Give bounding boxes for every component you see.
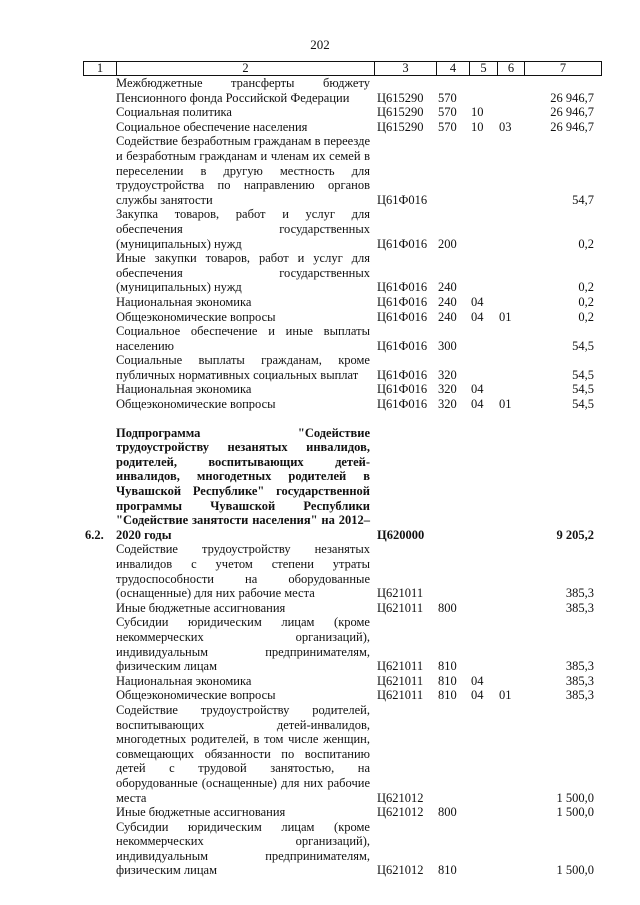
row-vr: 320 <box>438 382 457 397</box>
row-name: Общеэкономические вопросы <box>116 397 276 412</box>
row-vr: 800 <box>438 600 457 615</box>
table-row <box>83 295 602 310</box>
column-header: 4 <box>437 62 470 76</box>
row-name: Содействие безработным гражданам в переезде и безработным гражданам и членам их семей в переселении в другую местность для трудоустройства по направлению органов службы занятости <box>116 134 370 207</box>
column-header-table <box>83 61 602 76</box>
row-pr: 03 <box>499 119 512 134</box>
row-sum: 1 500,0 <box>556 790 594 805</box>
table-row <box>83 542 602 600</box>
table-row <box>83 805 602 820</box>
table-row <box>83 674 602 689</box>
row-code: Ц621012 <box>377 790 424 805</box>
row-vr: 570 <box>438 105 457 120</box>
row-sum: 1 500,0 <box>556 805 594 820</box>
row-name: Национальная экономика <box>116 294 252 309</box>
row-code: Ц615290 <box>377 90 424 105</box>
row-name: Подпрограмма "Содействие трудоустройству незанятых инвалидов, родителей, воспитывающих детей-инвалидов, многодетных родителей в Чувашской Республике" государственной программы Чувашской Республики "Содействие занятости населения" на 2012–2020 годы <box>116 425 370 542</box>
table-row <box>83 310 602 325</box>
row-name: Иные бюджетные ассигнования <box>116 600 286 615</box>
row-vr: 240 <box>438 294 457 309</box>
row-vr: 240 <box>438 280 457 295</box>
row-rz: 04 <box>471 382 484 397</box>
row-name: Социальное обеспечение населения <box>116 119 308 134</box>
row-name: Общеэкономические вопросы <box>116 688 276 703</box>
row-code: Ц621011 <box>377 688 424 703</box>
row-sum: 0,2 <box>578 280 594 295</box>
row-name: Иные закупки товаров, работ и услуг для обеспечения государственных (муниципальных) нужд <box>116 251 370 295</box>
row-sum: 9 205,2 <box>556 527 594 542</box>
row-sum: 385,3 <box>565 688 594 703</box>
row-name: Субсидии юридическим лицам (кроме некоммерческих организаций), индивидуальным предпринимателям, физическим лицам <box>116 819 370 878</box>
row-code: Ц61Ф016 <box>377 192 428 207</box>
row-vr: 200 <box>438 236 457 251</box>
row-sum: 385,3 <box>565 659 594 674</box>
row-rz: 04 <box>471 309 484 324</box>
row-code: Ц61Ф016 <box>377 338 428 353</box>
row-vr: 320 <box>438 367 457 382</box>
row-code: Ц61Ф016 <box>377 294 428 309</box>
row-vr: 800 <box>438 805 457 820</box>
column-header: 1 <box>84 62 117 76</box>
row-name: Межбюджетные трансферты бюджету Пенсионного фонда Российской Федерации <box>116 76 370 105</box>
table-row <box>83 207 602 251</box>
row-rz: 04 <box>471 397 484 412</box>
row-name: Субсидии юридическим лицам (кроме некоммерческих организаций), индивидуальным предпринимателям, физическим лицам <box>116 615 370 674</box>
row-rz: 04 <box>471 688 484 703</box>
table-row <box>83 820 602 878</box>
row-vr: 810 <box>438 673 457 688</box>
row-pr: 01 <box>499 688 512 703</box>
row-sum: 54,5 <box>572 382 594 397</box>
row-vr: 810 <box>438 659 457 674</box>
table-row <box>83 353 602 382</box>
row-code: Ц61Ф016 <box>377 280 428 295</box>
row-sum: 0,2 <box>578 309 594 324</box>
row-name: Иные бюджетные ассигнования <box>116 805 286 820</box>
table-row <box>83 324 602 353</box>
column-header: 6 <box>498 62 525 76</box>
row-code: Ц61Ф016 <box>377 367 428 382</box>
row-vr: 240 <box>438 309 457 324</box>
row-sum: 0,2 <box>578 236 594 251</box>
table-row <box>83 382 602 397</box>
row-sum: 1 500,0 <box>556 863 594 878</box>
row-code: Ц620000 <box>377 527 425 542</box>
table-row <box>83 120 602 135</box>
budget-table-body <box>83 76 602 878</box>
row-vr: 570 <box>438 119 457 134</box>
table-row <box>83 251 602 295</box>
row-number: 6.2. <box>85 527 104 542</box>
row-pr: 01 <box>499 397 512 412</box>
row-rz: 10 <box>471 119 484 134</box>
row-code: Ц61Ф016 <box>377 309 428 324</box>
row-code: Ц621011 <box>377 659 424 674</box>
row-vr: 810 <box>438 863 457 878</box>
row-name: Содействие трудоустройству родителей, воспитывающих детей-инвалидов, многодетных родителей, в том числе женщин, совмещающих обязанности по воспитанию детей с трудовой занятостью, на оборудованные (оснащенные) для них рабочие места <box>116 702 370 805</box>
row-name: Общеэкономические вопросы <box>116 309 276 324</box>
row-name: Социальное обеспечение и иные выплаты населению <box>116 324 370 353</box>
row-code: Ц621011 <box>377 673 424 688</box>
row-code: Ц615290 <box>377 105 424 120</box>
row-sum: 26 946,7 <box>550 105 594 120</box>
row-sum: 54,5 <box>572 397 594 412</box>
row-code: Ц61Ф016 <box>377 236 428 251</box>
section-spacer <box>83 412 602 426</box>
table-row <box>83 688 602 703</box>
table-row <box>83 397 602 412</box>
table-row <box>83 134 602 207</box>
row-sum: 0,2 <box>578 294 594 309</box>
row-name: Содействие трудоустройству незанятых инвалидов с учетом степени утраты трудоспособности на оборудованные (оснащенные) для них рабочие места <box>116 542 370 601</box>
table-row <box>83 105 602 120</box>
table-row <box>83 76 602 105</box>
row-code: Ц621011 <box>377 600 424 615</box>
row-name: Национальная экономика <box>116 673 252 688</box>
table-row <box>83 703 602 805</box>
row-rz: 04 <box>471 294 484 309</box>
row-code: Ц615290 <box>377 119 424 134</box>
row-sum: 385,3 <box>565 673 594 688</box>
row-pr: 01 <box>499 309 512 324</box>
row-code: Ц621012 <box>377 863 424 878</box>
row-sum: 54,7 <box>572 192 594 207</box>
row-code: Ц621011 <box>377 586 424 601</box>
row-sum: 385,3 <box>565 586 594 601</box>
column-header: 2 <box>117 62 375 76</box>
row-sum: 26 946,7 <box>550 119 594 134</box>
row-sum: 385,3 <box>565 600 594 615</box>
column-header: 3 <box>375 62 437 76</box>
row-sum: 54,5 <box>572 338 594 353</box>
column-header-row <box>84 62 602 76</box>
row-vr: 320 <box>438 397 457 412</box>
row-rz: 04 <box>471 673 484 688</box>
row-name: Закупка товаров, работ и услуг для обеспечения государственных (муниципальных) нужд <box>116 207 370 251</box>
column-header: 7 <box>525 62 602 76</box>
row-code: Ц621012 <box>377 805 424 820</box>
table-row <box>83 615 602 673</box>
table-row <box>83 601 602 616</box>
row-name: Социальная политика <box>116 105 232 120</box>
row-name: Социальные выплаты гражданам, кроме публичных нормативных социальных выплат <box>116 353 370 382</box>
column-header: 5 <box>470 62 498 76</box>
row-name: Национальная экономика <box>116 382 252 397</box>
row-sum: 54,5 <box>572 367 594 382</box>
row-vr: 570 <box>438 90 457 105</box>
row-sum: 26 946,7 <box>550 90 594 105</box>
row-rz: 10 <box>471 105 484 120</box>
row-code: Ц61Ф016 <box>377 397 428 412</box>
page-number: 202 <box>310 37 330 52</box>
table-row <box>83 426 602 543</box>
row-vr: 810 <box>438 688 457 703</box>
row-vr: 300 <box>438 338 457 353</box>
row-code: Ц61Ф016 <box>377 382 428 397</box>
